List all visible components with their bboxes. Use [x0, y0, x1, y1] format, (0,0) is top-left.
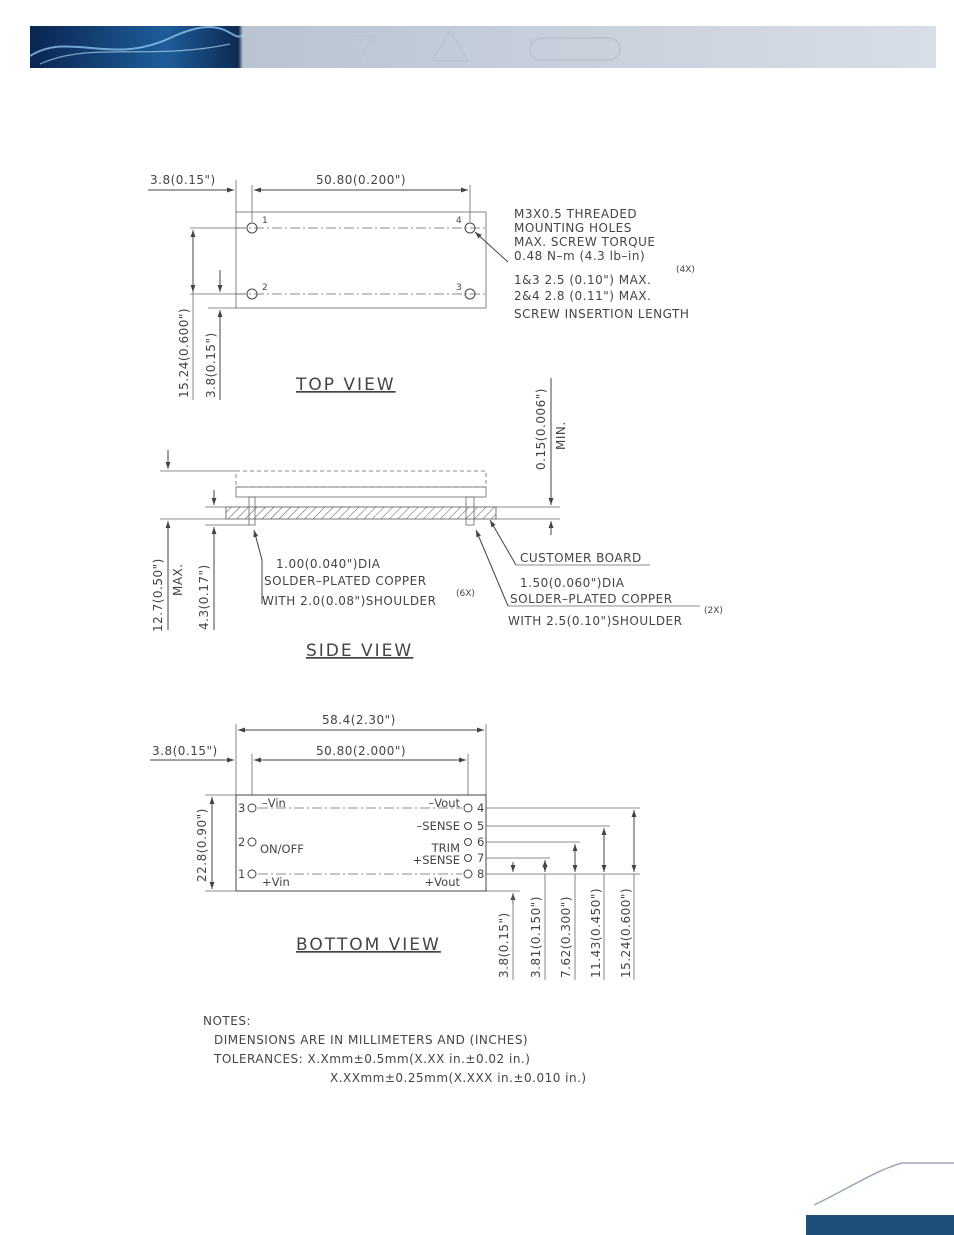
side-view — [151, 378, 723, 661]
large-pin-note: 1.50(0.060")DIA — [520, 576, 625, 590]
pin-label: –SENSE — [416, 819, 460, 833]
top-dim-edge-v: 3.8(0.15") — [204, 332, 218, 398]
pin-circle — [248, 838, 256, 846]
top-dim-width: 50.80(0.200") — [316, 173, 407, 187]
svg-text:MAX. SCREW TORQUE: MAX. SCREW TORQUE — [514, 235, 656, 249]
footer-logo-mark — [806, 1160, 954, 1235]
svg-text:SCREW INSERTION LENGTH: SCREW INSERTION LENGTH — [514, 307, 690, 321]
bottom-dim-overall: 58.4(2.30") — [322, 713, 396, 727]
side-dim-pin: 4.3(0.17") — [197, 564, 211, 630]
bottom-dim-pins: 50.80(2.000") — [316, 744, 407, 758]
pin-label: TRIM — [431, 841, 460, 855]
large-pin-qty: (2X) — [704, 606, 723, 616]
bottom-dim-v: 15.24(0.600") — [619, 887, 633, 978]
pin-circle — [248, 870, 256, 878]
pin-circle — [465, 839, 472, 846]
small-pin-qty: (6X) — [456, 589, 475, 599]
notes-line: TOLERANCES: X.Xmm±0.5mm(X.XX in.±0.02 in.) — [214, 1052, 531, 1066]
bottom-view-title: BOTTOM VIEW — [296, 935, 441, 955]
small-pin-note: SOLDER–PLATED COPPER — [264, 574, 427, 588]
customer-board-label: CUSTOMER BOARD — [520, 551, 642, 565]
pin-label: –Vout — [428, 796, 460, 810]
bottom-dim-v: 7.62(0.300") — [559, 896, 573, 978]
large-pin-note: WITH 2.5(0.10")SHOULDER — [508, 614, 683, 628]
top-pin-label: 2 — [262, 283, 268, 293]
pin-circle — [248, 804, 256, 812]
svg-text:M3X0.5 THREADED: M3X0.5 THREADED — [514, 207, 638, 221]
bottom-view — [150, 713, 640, 980]
side-dim-height: 12.7(0.50") — [151, 558, 165, 632]
pin-circle — [464, 870, 472, 878]
side-dim-max: MAX. — [171, 563, 185, 596]
svg-text:MOUNTING HOLES: MOUNTING HOLES — [514, 221, 632, 235]
svg-text:1&3 2.5 (0.10") MAX.: 1&3 2.5 (0.10") MAX. — [514, 273, 652, 287]
customer-board — [226, 507, 496, 519]
pin-label: –Vin — [262, 796, 286, 810]
notes-line: X.XXmm±0.25mm(X.XXX in.±0.010 in.) — [330, 1071, 587, 1085]
bottom-dim-height: 22.8(0.90") — [195, 808, 209, 882]
top-pin-label: 1 — [262, 216, 268, 226]
pin-label: ON/OFF — [260, 842, 304, 856]
pin-number: 8 — [477, 867, 485, 881]
large-pin-note: SOLDER–PLATED COPPER — [510, 592, 673, 606]
notes — [203, 1014, 587, 1085]
side-dim-gap-min: MIN. — [554, 421, 568, 450]
small-pin-note: WITH 2.0(0.08")SHOULDER — [262, 594, 437, 608]
pin-number: 7 — [477, 851, 485, 865]
pin-number: 4 — [477, 801, 485, 815]
bottom-dim-v: 11.43(0.450") — [589, 887, 603, 978]
top-pin-label: 4 — [456, 216, 462, 226]
top-dim-height: 15.24(0.600") — [177, 307, 191, 398]
notes-heading: NOTES: — [203, 1014, 251, 1028]
pin-number: 1 — [238, 867, 246, 881]
pin-circle — [464, 804, 472, 812]
bottom-dim-v: 3.81(0.150") — [529, 896, 543, 978]
notes-line: DIMENSIONS ARE IN MILLIMETERS AND (INCHES) — [214, 1033, 529, 1047]
pin-label: +SENSE — [412, 853, 460, 867]
pin-number: 2 — [238, 835, 246, 849]
pin-circle — [465, 823, 472, 830]
side-view-title: SIDE VIEW — [306, 641, 414, 661]
pin-circle — [465, 855, 472, 862]
pin-label: +Vout — [424, 875, 460, 889]
side-dim-gap: 0.15(0.006") — [534, 388, 548, 470]
svg-text:(4X): (4X) — [676, 265, 695, 275]
bottom-dim-v: 3.8(0.15") — [497, 912, 511, 978]
svg-text:2&4 2.8 (0.11") MAX.: 2&4 2.8 (0.11") MAX. — [514, 289, 652, 303]
top-view-title: TOP VIEW — [296, 375, 396, 395]
pin-number: 3 — [238, 801, 246, 815]
small-pin-note: 1.00(0.040")DIA — [276, 557, 381, 571]
top-view — [148, 173, 695, 400]
pin-label: +Vin — [262, 875, 290, 889]
top-pin-label: 3 — [456, 283, 462, 293]
bottom-dim-edge: 3.8(0.15") — [152, 744, 218, 758]
svg-text:0.48 N–m (4.3 lb–in): 0.48 N–m (4.3 lb–in) — [514, 249, 646, 263]
pin-number: 6 — [477, 835, 485, 849]
pin-number: 5 — [477, 819, 485, 833]
top-dim-edge: 3.8(0.15") — [150, 173, 216, 187]
mounting-hole-note — [514, 207, 695, 321]
